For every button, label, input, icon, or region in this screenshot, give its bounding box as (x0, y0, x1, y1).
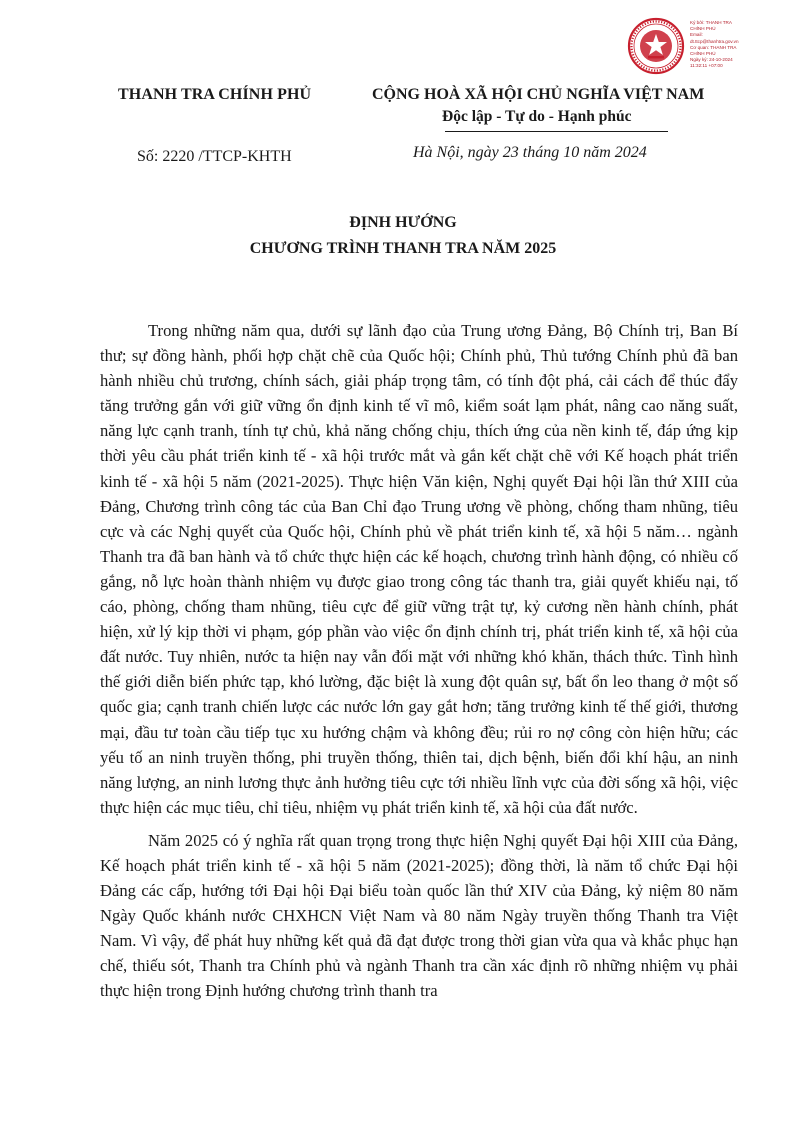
document-subtitle: CHƯƠNG TRÌNH THANH TRA NĂM 2025 (249, 240, 557, 257)
national-motto: Độc lập - Tự do - Hạnh phúc (442, 108, 632, 125)
body-paragraph: Trong những năm qua, dưới sự lãnh đạo của Trung ương Đảng, Bộ Chính trị, Ban Bí thư; sự đồng hành, phối hợp chặt chẽ của Quốc hội; Chính phủ, Thủ tướng Chính phủ đã ban hành nhiều chủ trương, chính sách, giải pháp trọng tâm, có tính đột phá, cải cách để thúc đẩy tăng trưởng gắn với giữ vững ổn định kinh tế vĩ mô, kiểm soát lạm phát, nâng cao năng suất, năng lực cạnh tranh, tính tự chủ, khả năng chống chịu, thích ứng của nền kinh tế, đáp ứng kịp thời yêu cầu phát triển kinh tế - xã hội trước mắt và gắn kết chặt chẽ với Kế hoạch phát triển kinh tế - xã hội 5 năm (2021-2025). Thực hiện Văn kiện, Nghị quyết Đại hội lần thứ XIII của Đảng, Chương trình công tác của Ban Chỉ đạo Trung ương về phòng, chống tham nhũng, tiêu cực và các Nghị quyết của Quốc hội, Chính phủ về phát triển kinh tế, xã hội 5 năm… ngành Thanh tra đã ban hành và tổ chức thực hiện các kế hoạch, chương trình hành động, có nhiều cố gắng, nỗ lực hoàn thành nhiệm vụ được giao trong công tác thanh tra, giải quyết khiếu nại, tố cáo, phòng, chống tham nhũng, tiêu cực để giữ vững trật tự, kỷ cương nền hành chính, phát hiện, xử lý kịp thời vi phạm, góp phần vào việc ổn định chính trị, phát triển kinh tế, xã hội của đất nước. Tuy nhiên, nước ta hiện nay vẫn đối mặt với những khó khăn, thách thức. Tình hình thế giới diễn biến phức tạp, khó lường, đặc biệt là xung đột quân sự, bất ổn leo thang ở một số quốc gia; cạnh tranh chiến lược các nước lớn gay gắt hơn; tăng trưởng kinh tế thế giới, thương mại, đầu tư toàn cầu tiếp tục xu hướng chậm và không đều; rủi ro nợ công còn hiện hữu; các yếu tố an ninh truyền thống, phi truyền thống, thiên tai, dịch bệnh, biến đổi khí hậu, an ninh năng lượng, an ninh lương thực ảnh hưởng tiêu cực tới nhiều lĩnh vực của đời sống xã hội, việc thực hiện các mục tiêu, chỉ tiêu, nhiệm vụ phát triển kinh tế, xã hội của đất nước. (100, 321, 738, 817)
motto-underline (445, 131, 668, 132)
signature-details (690, 20, 794, 70)
body-paragraph: Năm 2025 có ý nghĩa rất quan trọng trong thực hiện Nghị quyết Đại hội XIII của Đảng, Kế hoạch phát triển kinh tế - xã hội 5 năm (2021-2025); đồng thời, là năm tổ chức Đại hội Đảng các cấp, hướng tới Đại hội Đại biểu toàn quốc lần thứ XIV của Đảng, kỷ niệm 80 năm Ngày Quốc khánh nước CHXHCN Việt Nam và 80 năm Ngày truyền thống Thanh tra Việt Nam. Vì vậy, để phát huy những kết quả đã đạt được trong thời gian vừa qua và khắc phục hạn chế, thiếu sót, Thanh tra Chính phủ và ngành Thanh tra cần xác định rõ những nhiệm vụ phải thực hiện trong Định hướng chương trình thanh tra (100, 830, 738, 1001)
issuing-agency: THANH TRA CHÍNH PHỦ (118, 86, 312, 103)
signature-line: dt.ttcp@thanhtra.gov.vn (690, 38, 739, 44)
document-title: ĐỊNH HƯỚNG (349, 214, 457, 231)
signature-line: Cơ quan: THANH TRA (690, 44, 737, 50)
document-number: Số: 2220 /TTCP-KHTH (137, 148, 292, 165)
digital-signature-stamp (626, 16, 796, 80)
national-title: CỘNG HOÀ XÃ HỘI CHỦ NGHĨA VIỆT NAM (372, 86, 705, 103)
signature-line: Ngày ký: 24-10-2024 (690, 57, 733, 63)
signature-line: Email: (690, 32, 703, 38)
place-and-date: Hà Nội, ngày 23 tháng 10 năm 2024 (413, 144, 647, 161)
document-body (100, 318, 738, 1012)
signature-line: CHÍNH PHỦ (690, 26, 716, 32)
signature-line: Ký bởi: THANH TRA (690, 20, 732, 25)
signature-line: 11:32:11 +07:00 (690, 63, 723, 69)
signature-line: CHÍNH PHỦ (690, 51, 716, 57)
red-seal-icon (626, 16, 686, 76)
